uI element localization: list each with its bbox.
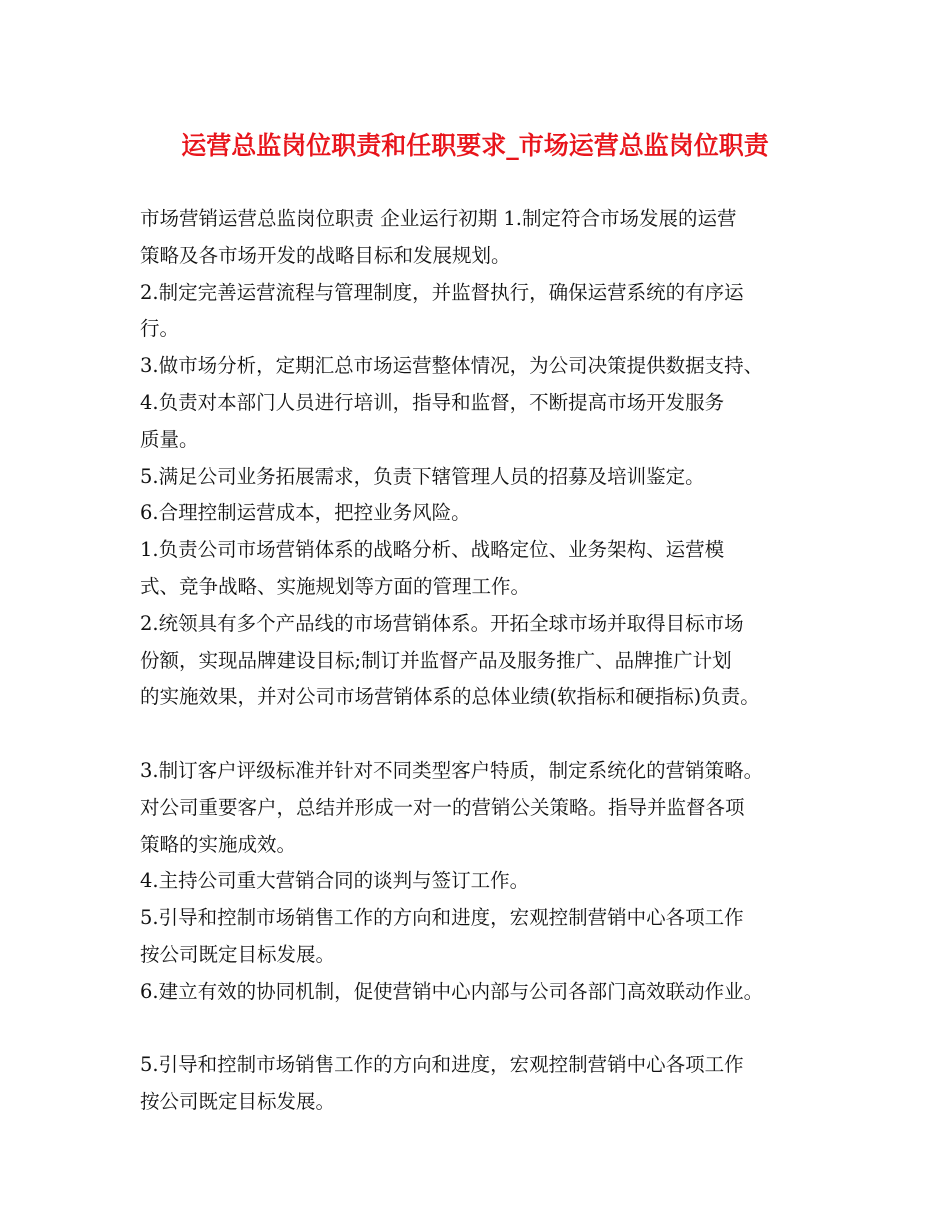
body-line: 4.主持公司重大营销合同的谈判与签订工作。: [140, 869, 530, 893]
blank-line: [140, 716, 820, 753]
body-line: 6.建立有效的协同机制，促使营销中心内部与公司各部门高效联动作业。: [140, 979, 764, 1003]
body-line: 份额，实现品牌建设目标;制订并监督产品及服务推广、品牌推广计划: [140, 648, 732, 672]
body-line: 3.制订客户评级标准并针对不同类型客户特质，制定系统化的营销策略。: [140, 758, 764, 782]
blank-line: [140, 1011, 820, 1048]
body-line: 1.负责公司市场营销体系的战略分析、战略定位、业务架构、运营模: [140, 538, 725, 562]
body-line: 策略及各市场开发的战略目标和发展规划。: [140, 243, 511, 267]
body-line: 市场营销运营总监岗位职责 企业运行初期 1.制定符合市场发展的运营: [140, 207, 737, 230]
body-line: 的实施效果，并对公司市场营销体系的总体业绩(软指标和硬指标)负责。: [140, 685, 760, 709]
body-line: 4.负责对本部门人员进行培训，指导和监督，不断提高市场开发服务: [140, 390, 725, 414]
body-line: 5.引导和控制市场销售工作的方向和进度，宏观控制营销中心各项工作: [140, 906, 744, 930]
body-line: 6.合理控制运营成本，把控业务风险。: [140, 501, 471, 525]
body-line: 3.做市场分析，定期汇总市场运营整体情况，为公司决策提供数据支持、: [140, 354, 764, 378]
body-line: 式、竞争战略、实施规划等方面的管理工作。: [140, 574, 531, 598]
body-line: 按公司既定目标发展。: [140, 942, 336, 966]
body-line: 5.引导和控制市场销售工作的方向和进度，宏观控制营销中心各项工作: [140, 1053, 744, 1077]
document-title: 运营总监岗位职责和任职要求_市场运营总监岗位职责: [181, 131, 769, 160]
body-line: 2.统领具有多个产品线的市场营销体系。开拓全球市场并取得目标市场: [140, 611, 744, 635]
body-line: 对公司重要客户，总结并形成一对一的营销公关策略。指导并监督各项: [140, 795, 745, 819]
body-line: 质量。: [140, 427, 199, 451]
body-line: 行。: [140, 317, 180, 341]
document-body: [140, 201, 820, 1121]
body-line: 按公司既定目标发展。: [140, 1090, 336, 1114]
body-line: 5.满足公司业务拓展需求，负责下辖管理人员的招募及培训鉴定。: [140, 464, 705, 488]
body-line: 策略的实施成效。: [140, 832, 297, 856]
body-line: 2.制定完善运营流程与管理制度，并监督执行，确保运营系统的有序运: [140, 280, 744, 304]
